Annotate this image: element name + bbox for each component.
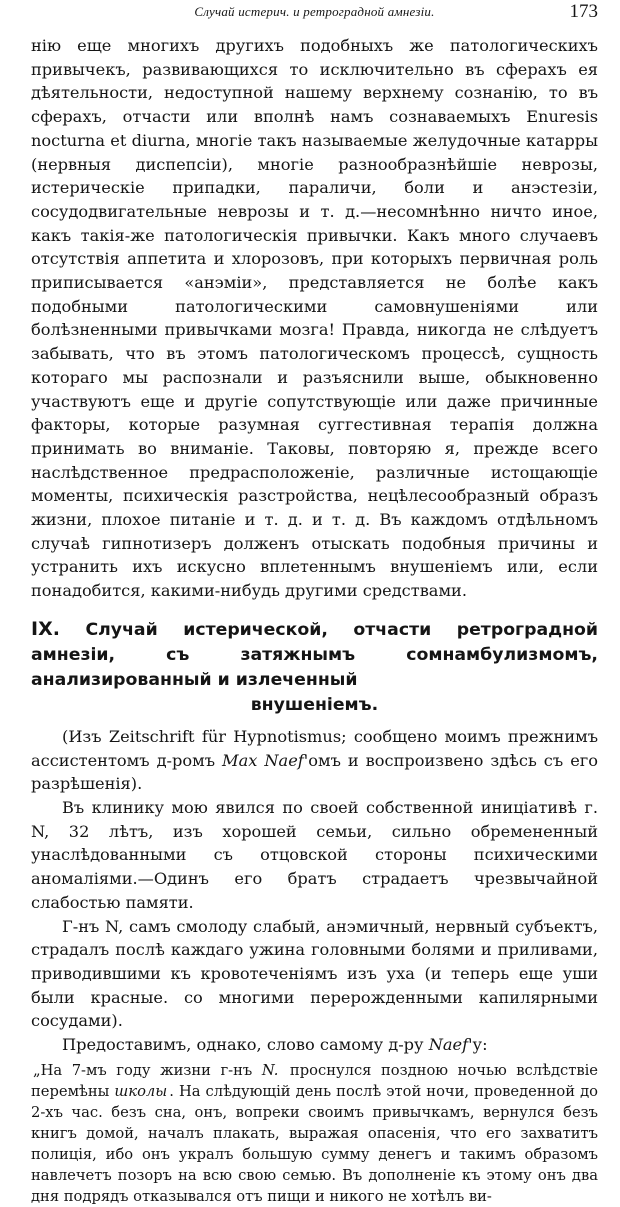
doctor-name: Max Naef: [222, 750, 304, 770]
source-note-end: 'омъ и воспроизвено здѣсь съ его разрѣшенія).: [31, 750, 598, 794]
history-paragraph: Г-нъ N, самъ смолоду слабый, анэмичный, нервный субъектъ, страдалъ послѣ каждаго ужина головными болями и приливами, приводившими къ кровотеченіямъ изъ уха (и теперь еще уши были красные. со многими перерожденными капилярными сосудами).: [31, 916, 598, 1031]
word-paragraph-end: 'у:: [468, 1035, 488, 1055]
source-note-text: (Изъ Zeitschrift für Hypnotismus; сообщено моимъ прежнимъ ассистентомъ д-ромъ: [31, 726, 598, 770]
section-title-end: внушеніемъ.: [250, 694, 379, 715]
section-title: Случай истерической, отчасти ретроградной амнезіи, съ затяжнымъ сомнамбулизмомъ, анализированный и излеченный: [31, 619, 598, 690]
intro-paragraph: нію еще многихъ другихъ подобныхъ же патологическихъ привычекъ, развивающихся то исключительно въ сферахъ ея дѣятельности, недоступной нашему верхнему сознанію, то въ сферахъ, отчасти или вполнѣ намъ сознаваемыхъ Enuresis nocturna et diurna, многіе такъ называемые желудочные катарры (нервныя диспепсіи), многіе разнообразнѣйшіе неврозы, истерическіе припадки, параличи, боли и анэстезіи, сосудодвигательные неврозы и т. д.—несомнѣнно ничто иное, какъ такія-же патологическія привычки. Какъ много случаевъ отсутствія аппетита и хлорозовъ, при которыхъ первичная роль приписывается «анэміи», представляется не болѣе какъ подобными патологическими самовнушеніями или болѣзненными привычками мозга! Правда, никогда не слѣдуетъ забывать, что въ этомъ патологическомъ процессѣ, сущность котораго мы распознали и разъяснили выше, обыкновенно участвуютъ еще и другіе сопутствующіе или даже причинные факторы, которые разумная суггестивная терапія должна принимать во вниманіе. Таковы, повторяю я, прежде всего наслѣдственное предрасположеніе, различные истощающіе моменты, психическія разстройства, нецѣлесообразный образъ жизни, плохое питаніе и т. д. и т. д. Въ каждомъ отдѣльномъ случаѣ гипнотизеръ долженъ отыскать подобныя причины и устранить ихъ искусно вплетеннымъ внушеніемъ или, если понадобится, какими-нибудь другими средствами.: [31, 36, 598, 601]
doctor-name-quote: Naef: [428, 1035, 469, 1055]
running-title: Случай истерич. и ретроградной амнезіи.: [194, 4, 435, 19]
quote-lead: „На 7-мъ году жизни г-нъ: [33, 1061, 262, 1079]
section-number: IX.: [31, 617, 60, 640]
page-number: 173: [569, 1, 598, 22]
word-paragraph: [31, 1033, 598, 1057]
quote-paragraph: [31, 1060, 598, 1207]
source-note: [31, 725, 598, 796]
quote-rest: . На слѣдующій день послѣ этой ночи, проведенной до 2-хъ час. безъ сна, онъ, вопреки своимъ привычкамъ, вернулся безъ книгъ домой, началъ плакать, выражая опасенія, что его захватитъ полиція, ибо онъ укралъ большую сумму денегъ и такимъ образомъ навлечетъ позоръ на всю свою семью. Въ дополненіе къ этому онъ два дня подрядъ отказывался отъ пищи и никого не хотѣлъ ви-: [31, 1082, 598, 1205]
word-paragraph-text: Предоставимъ, однако, слово самому д-ру: [62, 1035, 429, 1055]
running-header: [31, 0, 598, 26]
arrival-paragraph: Въ клинику мою явился по своей собственной иниціативѣ г. N, 32 лѣтъ, изъ хорошей семьи, сильно обремененный унаслѣдованными съ отцовской стороны психическими аномаліями.—Одинъ его братъ страдаетъ чрезвычайной слабостью памяти.: [31, 797, 598, 912]
patient-initial: N.: [261, 1061, 279, 1079]
quoted-letter: [31, 1060, 598, 1207]
school-word: школы: [114, 1082, 168, 1100]
quote-middle: проснулся поздною ночью вслѣдствіе перемѣны: [31, 1061, 599, 1100]
section-heading: [31, 617, 598, 718]
